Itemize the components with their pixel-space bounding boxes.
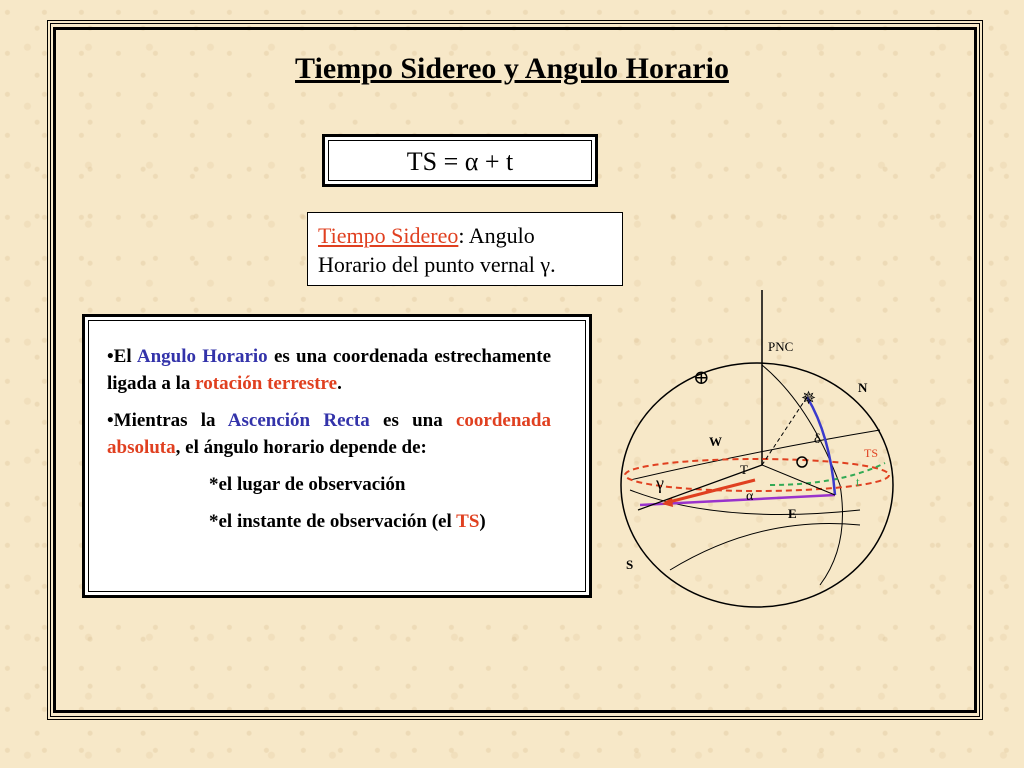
bullet-1-text-c: .	[337, 373, 342, 394]
label-ts: TS	[864, 446, 879, 460]
label-e: E	[788, 506, 797, 521]
bullet-2-text-b: es una	[369, 410, 456, 431]
sub-bullet-2	[107, 508, 551, 535]
bullet-1-text-a: •El	[107, 346, 137, 367]
sub-bullet-1: *el lugar de observación	[209, 474, 406, 495]
celestial-sphere-diagram	[610, 285, 910, 615]
bullet-2	[107, 407, 551, 461]
bullet-2-key-a: Ascención Recta	[227, 410, 370, 431]
bullet-2-text-a: •Mientras la	[107, 410, 228, 431]
definition-line2: Horario del punto vernal	[318, 252, 541, 277]
sub-bullet-2-key: TS	[456, 511, 480, 532]
sub-bullet-2-text: *el instante de observación (el	[209, 511, 457, 532]
label-t-angle: t	[856, 474, 860, 489]
bullet-1-key-b: rotación terrestre	[195, 373, 338, 394]
definition-term: Tiempo Sidereo	[318, 223, 459, 248]
bullets-box	[82, 314, 592, 598]
label-delta: δ	[814, 432, 821, 447]
hour-circle-arc	[807, 397, 835, 495]
horizon-curve	[630, 430, 880, 480]
sub-bullet-2-end: )	[479, 511, 486, 532]
earth-symbol-icon: ⊕	[693, 367, 710, 389]
label-t: T	[740, 462, 748, 477]
formula-text: TS = α + t	[406, 147, 514, 176]
bullet-2-key-b: coordenada absoluta	[107, 410, 551, 458]
label-n: N	[858, 380, 868, 395]
ecliptic-curve	[670, 523, 860, 570]
formula-box	[322, 134, 598, 187]
definition-end: .	[550, 252, 556, 277]
slide-title: Tiempo Sidereo y Angulo Horario	[295, 52, 729, 85]
sun-icon	[797, 457, 807, 467]
bullet-1	[107, 343, 551, 397]
star-icon: ✵	[801, 388, 817, 408]
bullet-1-text-b: es una coordenada estrechamente ligada a la	[107, 346, 552, 394]
bullet-1-key-a: Angulo Horario	[136, 346, 268, 367]
label-gamma: γ	[656, 473, 664, 493]
label-pnc: PNC	[768, 339, 794, 354]
label-w: W	[709, 434, 722, 449]
definition-sep: : Angulo	[458, 223, 535, 248]
label-alpha: α	[746, 489, 754, 504]
definition-box	[307, 212, 623, 286]
definition-symbol: γ	[540, 252, 551, 277]
label-s: S	[626, 557, 634, 572]
celestial-equator	[625, 459, 889, 491]
bullet-2-text-c: , el ángulo horario depende de:	[175, 437, 427, 458]
